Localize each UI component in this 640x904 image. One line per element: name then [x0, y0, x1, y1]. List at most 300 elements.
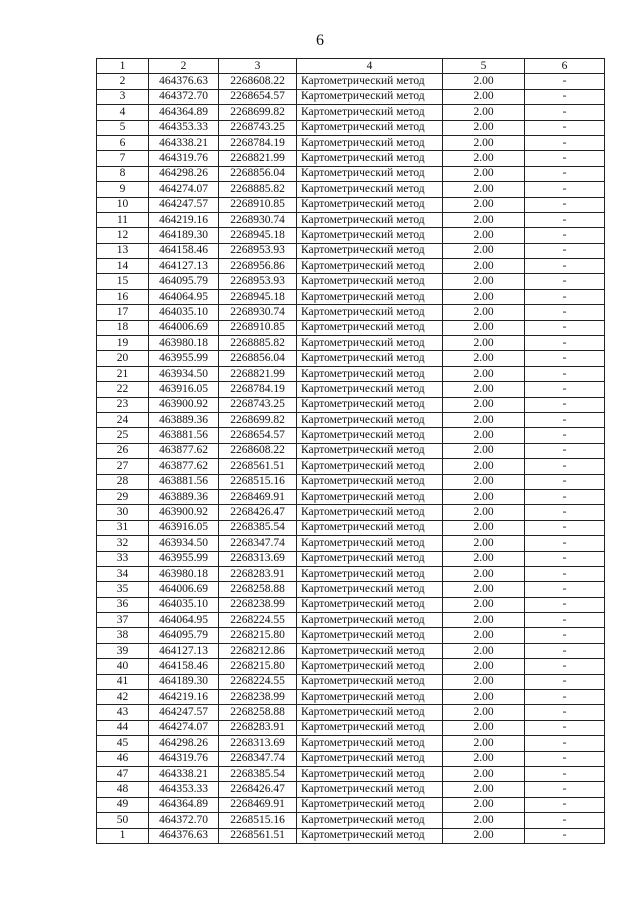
cell-accuracy: 2.00 [443, 720, 525, 735]
cell-point-number: 10 [97, 197, 149, 212]
cell-x-coordinate: 464127.13 [149, 643, 219, 658]
cell-description: - [525, 89, 605, 104]
cell-point-number: 46 [97, 751, 149, 766]
cell-y-coordinate: 2268654.57 [219, 89, 297, 104]
cell-description: - [525, 690, 605, 705]
cell-x-coordinate: 464189.30 [149, 674, 219, 689]
cell-x-coordinate: 464095.79 [149, 628, 219, 643]
cell-point-number: 48 [97, 782, 149, 797]
cell-x-coordinate: 463980.18 [149, 336, 219, 351]
cell-method: Картометрический метод [297, 351, 443, 366]
cell-accuracy: 2.00 [443, 813, 525, 828]
cell-y-coordinate: 2268821.99 [219, 151, 297, 166]
cell-point-number: 11 [97, 212, 149, 227]
table-row [97, 551, 605, 566]
table-row [97, 489, 605, 504]
cell-y-coordinate: 2268258.88 [219, 582, 297, 597]
table-row [97, 659, 605, 674]
cell-method: Картометрический метод [297, 628, 443, 643]
table-row [97, 720, 605, 735]
cell-y-coordinate: 2268953.93 [219, 243, 297, 258]
cell-method: Картометрический метод [297, 212, 443, 227]
cell-description: - [525, 105, 605, 120]
cell-point-number: 42 [97, 690, 149, 705]
cell-point-number: 13 [97, 243, 149, 258]
cell-x-coordinate: 463877.62 [149, 443, 219, 458]
cell-point-number: 44 [97, 720, 149, 735]
table-row [97, 382, 605, 397]
cell-x-coordinate: 464035.10 [149, 597, 219, 612]
cell-y-coordinate: 2268743.25 [219, 120, 297, 135]
cell-description: - [525, 705, 605, 720]
cell-accuracy: 2.00 [443, 566, 525, 581]
cell-accuracy: 2.00 [443, 751, 525, 766]
cell-method: Картометрический метод [297, 336, 443, 351]
table-row [97, 428, 605, 443]
cell-description: - [525, 797, 605, 812]
cell-method: Картометрический метод [297, 274, 443, 289]
cell-accuracy: 2.00 [443, 582, 525, 597]
cell-point-number: 9 [97, 182, 149, 197]
cell-accuracy: 2.00 [443, 520, 525, 535]
cell-method: Картометрический метод [297, 366, 443, 381]
cell-accuracy: 2.00 [443, 782, 525, 797]
cell-x-coordinate: 464035.10 [149, 305, 219, 320]
table-row [97, 690, 605, 705]
cell-accuracy: 2.00 [443, 336, 525, 351]
cell-accuracy: 2.00 [443, 182, 525, 197]
table-row [97, 766, 605, 781]
cell-x-coordinate: 464298.26 [149, 736, 219, 751]
cell-y-coordinate: 2268930.74 [219, 212, 297, 227]
cell-y-coordinate: 2268212.86 [219, 643, 297, 658]
table-row [97, 643, 605, 658]
cell-method: Картометрический метод [297, 412, 443, 427]
cell-description: - [525, 443, 605, 458]
table-row [97, 243, 605, 258]
cell-description: - [525, 336, 605, 351]
cell-x-coordinate: 464353.33 [149, 782, 219, 797]
cell-y-coordinate: 2268215.80 [219, 628, 297, 643]
cell-y-coordinate: 2268258.88 [219, 705, 297, 720]
cell-description: - [525, 197, 605, 212]
cell-x-coordinate: 464095.79 [149, 274, 219, 289]
table-row [97, 274, 605, 289]
cell-description: - [525, 459, 605, 474]
cell-accuracy: 2.00 [443, 628, 525, 643]
cell-description: - [525, 274, 605, 289]
cell-y-coordinate: 2268313.69 [219, 551, 297, 566]
cell-description: - [525, 828, 605, 843]
cell-x-coordinate: 463916.05 [149, 520, 219, 535]
cell-x-coordinate: 464338.21 [149, 135, 219, 150]
cell-y-coordinate: 2268515.16 [219, 474, 297, 489]
cell-accuracy: 2.00 [443, 690, 525, 705]
table-row [97, 828, 605, 843]
cell-point-number: 33 [97, 551, 149, 566]
cell-y-coordinate: 2268515.16 [219, 813, 297, 828]
cell-x-coordinate: 464319.76 [149, 751, 219, 766]
cell-y-coordinate: 2268945.18 [219, 228, 297, 243]
cell-point-number: 37 [97, 613, 149, 628]
table-row [97, 536, 605, 551]
cell-accuracy: 2.00 [443, 89, 525, 104]
cell-y-coordinate: 2268885.82 [219, 182, 297, 197]
cell-y-coordinate: 2268956.86 [219, 259, 297, 274]
cell-accuracy: 2.00 [443, 474, 525, 489]
cell-description: - [525, 135, 605, 150]
table-row [97, 320, 605, 335]
cell-y-coordinate: 2268426.47 [219, 505, 297, 520]
cell-accuracy: 2.00 [443, 366, 525, 381]
cell-point-number: 17 [97, 305, 149, 320]
cell-description: - [525, 505, 605, 520]
cell-y-coordinate: 2268885.82 [219, 336, 297, 351]
cell-accuracy: 2.00 [443, 489, 525, 504]
cell-accuracy: 2.00 [443, 74, 525, 89]
cell-description: - [525, 228, 605, 243]
cell-method: Картометрический метод [297, 182, 443, 197]
cell-accuracy: 2.00 [443, 412, 525, 427]
table-row [97, 74, 605, 89]
cell-point-number: 16 [97, 289, 149, 304]
cell-point-number: 2 [97, 74, 149, 89]
cell-accuracy: 2.00 [443, 551, 525, 566]
cell-x-coordinate: 464372.70 [149, 813, 219, 828]
table-row [97, 705, 605, 720]
cell-y-coordinate: 2268426.47 [219, 782, 297, 797]
cell-description: - [525, 520, 605, 535]
cell-method: Картометрический метод [297, 828, 443, 843]
cell-y-coordinate: 2268856.04 [219, 166, 297, 181]
cell-method: Картометрический метод [297, 151, 443, 166]
cell-x-coordinate: 463889.36 [149, 489, 219, 504]
table-row [97, 305, 605, 320]
cell-point-number: 19 [97, 336, 149, 351]
cell-x-coordinate: 464319.76 [149, 151, 219, 166]
cell-method: Картометрический метод [297, 582, 443, 597]
cell-method: Картометрический метод [297, 382, 443, 397]
cell-y-coordinate: 2268608.22 [219, 443, 297, 458]
cell-y-coordinate: 2268699.82 [219, 412, 297, 427]
cell-method: Картометрический метод [297, 74, 443, 89]
cell-y-coordinate: 2268743.25 [219, 397, 297, 412]
column-header-point-number: 1 [97, 59, 149, 74]
table-row [97, 566, 605, 581]
table-header-row [97, 59, 605, 74]
cell-x-coordinate: 464364.89 [149, 105, 219, 120]
cell-description: - [525, 182, 605, 197]
page-number: 6 [316, 32, 324, 49]
cell-accuracy: 2.00 [443, 166, 525, 181]
cell-x-coordinate: 463881.56 [149, 428, 219, 443]
table-row [97, 459, 605, 474]
cell-method: Картометрический метод [297, 520, 443, 535]
cell-method: Картометрический метод [297, 736, 443, 751]
cell-accuracy: 2.00 [443, 382, 525, 397]
table-row [97, 782, 605, 797]
cell-method: Картометрический метод [297, 766, 443, 781]
cell-x-coordinate: 464064.95 [149, 613, 219, 628]
table-row [97, 212, 605, 227]
cell-method: Картометрический метод [297, 105, 443, 120]
cell-accuracy: 2.00 [443, 613, 525, 628]
cell-y-coordinate: 2268238.99 [219, 690, 297, 705]
cell-y-coordinate: 2268784.19 [219, 382, 297, 397]
cell-accuracy: 2.00 [443, 105, 525, 120]
cell-accuracy: 2.00 [443, 351, 525, 366]
cell-x-coordinate: 463980.18 [149, 566, 219, 581]
table-row [97, 520, 605, 535]
table-row [97, 582, 605, 597]
cell-point-number: 25 [97, 428, 149, 443]
cell-accuracy: 2.00 [443, 320, 525, 335]
cell-accuracy: 2.00 [443, 197, 525, 212]
coordinates-table [96, 58, 605, 844]
cell-method: Картометрический метод [297, 428, 443, 443]
cell-method: Картометрический метод [297, 459, 443, 474]
cell-method: Картометрический метод [297, 659, 443, 674]
cell-description: - [525, 151, 605, 166]
cell-point-number: 21 [97, 366, 149, 381]
cell-x-coordinate: 463877.62 [149, 459, 219, 474]
cell-description: - [525, 597, 605, 612]
cell-x-coordinate: 463934.50 [149, 366, 219, 381]
cell-accuracy: 2.00 [443, 536, 525, 551]
cell-description: - [525, 766, 605, 781]
cell-description: - [525, 120, 605, 135]
table-row [97, 797, 605, 812]
table-row [97, 151, 605, 166]
table-body [97, 59, 605, 844]
cell-method: Картометрический метод [297, 720, 443, 735]
cell-description: - [525, 582, 605, 597]
cell-description: - [525, 674, 605, 689]
cell-y-coordinate: 2268608.22 [219, 74, 297, 89]
cell-y-coordinate: 2268347.74 [219, 536, 297, 551]
cell-point-number: 12 [97, 228, 149, 243]
cell-method: Картометрический метод [297, 397, 443, 412]
table-row [97, 613, 605, 628]
table-row [97, 674, 605, 689]
column-header-accuracy: 5 [443, 59, 525, 74]
cell-method: Картометрический метод [297, 705, 443, 720]
cell-method: Картометрический метод [297, 613, 443, 628]
cell-description: - [525, 613, 605, 628]
cell-point-number: 31 [97, 520, 149, 535]
table-row [97, 366, 605, 381]
cell-point-number: 28 [97, 474, 149, 489]
cell-accuracy: 2.00 [443, 736, 525, 751]
cell-description: - [525, 643, 605, 658]
cell-description: - [525, 320, 605, 335]
cell-point-number: 8 [97, 166, 149, 181]
cell-x-coordinate: 463916.05 [149, 382, 219, 397]
cell-description: - [525, 782, 605, 797]
cell-method: Картометрический метод [297, 243, 443, 258]
cell-description: - [525, 412, 605, 427]
cell-y-coordinate: 2268910.85 [219, 320, 297, 335]
cell-description: - [525, 736, 605, 751]
cell-method: Картометрический метод [297, 228, 443, 243]
cell-y-coordinate: 2268910.85 [219, 197, 297, 212]
cell-point-number: 4 [97, 105, 149, 120]
cell-accuracy: 2.00 [443, 643, 525, 658]
cell-accuracy: 2.00 [443, 305, 525, 320]
cell-method: Картометрический метод [297, 166, 443, 181]
cell-accuracy: 2.00 [443, 243, 525, 258]
cell-accuracy: 2.00 [443, 659, 525, 674]
cell-method: Картометрический метод [297, 813, 443, 828]
cell-y-coordinate: 2268561.51 [219, 459, 297, 474]
cell-x-coordinate: 464064.95 [149, 289, 219, 304]
table-row [97, 736, 605, 751]
cell-accuracy: 2.00 [443, 397, 525, 412]
cell-y-coordinate: 2268784.19 [219, 135, 297, 150]
cell-x-coordinate: 464127.13 [149, 259, 219, 274]
table-row [97, 289, 605, 304]
cell-accuracy: 2.00 [443, 597, 525, 612]
cell-point-number: 22 [97, 382, 149, 397]
cell-y-coordinate: 2268953.93 [219, 274, 297, 289]
cell-point-number: 20 [97, 351, 149, 366]
cell-y-coordinate: 2268561.51 [219, 828, 297, 843]
cell-accuracy: 2.00 [443, 135, 525, 150]
table-row [97, 182, 605, 197]
cell-x-coordinate: 464274.07 [149, 182, 219, 197]
cell-accuracy: 2.00 [443, 428, 525, 443]
cell-point-number: 6 [97, 135, 149, 150]
cell-point-number: 41 [97, 674, 149, 689]
table-row [97, 228, 605, 243]
cell-point-number: 32 [97, 536, 149, 551]
cell-point-number: 27 [97, 459, 149, 474]
cell-method: Картометрический метод [297, 489, 443, 504]
cell-x-coordinate: 463955.99 [149, 551, 219, 566]
cell-x-coordinate: 464298.26 [149, 166, 219, 181]
cell-accuracy: 2.00 [443, 828, 525, 843]
cell-description: - [525, 74, 605, 89]
cell-point-number: 43 [97, 705, 149, 720]
cell-point-number: 36 [97, 597, 149, 612]
cell-point-number: 39 [97, 643, 149, 658]
cell-method: Картометрический метод [297, 89, 443, 104]
cell-description: - [525, 751, 605, 766]
table-row [97, 351, 605, 366]
cell-accuracy: 2.00 [443, 443, 525, 458]
cell-x-coordinate: 464189.30 [149, 228, 219, 243]
cell-point-number: 45 [97, 736, 149, 751]
table-row [97, 597, 605, 612]
cell-description: - [525, 536, 605, 551]
cell-y-coordinate: 2268385.54 [219, 766, 297, 781]
cell-x-coordinate: 464372.70 [149, 89, 219, 104]
cell-method: Картометрический метод [297, 782, 443, 797]
cell-point-number: 47 [97, 766, 149, 781]
cell-point-number: 40 [97, 659, 149, 674]
cell-description: - [525, 259, 605, 274]
table-row [97, 443, 605, 458]
cell-description: - [525, 397, 605, 412]
cell-method: Картометрический метод [297, 751, 443, 766]
cell-x-coordinate: 464158.46 [149, 243, 219, 258]
cell-accuracy: 2.00 [443, 274, 525, 289]
cell-method: Картометрический метод [297, 120, 443, 135]
cell-accuracy: 2.00 [443, 120, 525, 135]
cell-accuracy: 2.00 [443, 259, 525, 274]
cell-method: Картометрический метод [297, 197, 443, 212]
cell-y-coordinate: 2268238.99 [219, 597, 297, 612]
table-row [97, 751, 605, 766]
cell-y-coordinate: 2268283.91 [219, 720, 297, 735]
table-row [97, 120, 605, 135]
cell-description: - [525, 305, 605, 320]
cell-y-coordinate: 2268856.04 [219, 351, 297, 366]
cell-accuracy: 2.00 [443, 151, 525, 166]
cell-description: - [525, 382, 605, 397]
cell-accuracy: 2.00 [443, 505, 525, 520]
table-row [97, 397, 605, 412]
cell-point-number: 35 [97, 582, 149, 597]
cell-y-coordinate: 2268469.91 [219, 489, 297, 504]
cell-point-number: 15 [97, 274, 149, 289]
table-row [97, 135, 605, 150]
cell-accuracy: 2.00 [443, 766, 525, 781]
cell-description: - [525, 628, 605, 643]
cell-x-coordinate: 463934.50 [149, 536, 219, 551]
table-row [97, 474, 605, 489]
cell-accuracy: 2.00 [443, 228, 525, 243]
table-row [97, 89, 605, 104]
cell-method: Картометрический метод [297, 289, 443, 304]
cell-accuracy: 2.00 [443, 289, 525, 304]
cell-method: Картометрический метод [297, 597, 443, 612]
table-row [97, 412, 605, 427]
cell-y-coordinate: 2268469.91 [219, 797, 297, 812]
table-row [97, 336, 605, 351]
cell-accuracy: 2.00 [443, 674, 525, 689]
cell-description: - [525, 551, 605, 566]
cell-method: Картометрический метод [297, 690, 443, 705]
cell-point-number: 38 [97, 628, 149, 643]
cell-method: Картометрический метод [297, 135, 443, 150]
cell-point-number: 23 [97, 397, 149, 412]
cell-method: Картометрический метод [297, 259, 443, 274]
cell-point-number: 29 [97, 489, 149, 504]
cell-x-coordinate: 463900.92 [149, 505, 219, 520]
table-row [97, 505, 605, 520]
cell-description: - [525, 212, 605, 227]
cell-x-coordinate: 464219.16 [149, 690, 219, 705]
cell-y-coordinate: 2268313.69 [219, 736, 297, 751]
column-header-method: 4 [297, 59, 443, 74]
cell-description: - [525, 474, 605, 489]
cell-y-coordinate: 2268654.57 [219, 428, 297, 443]
cell-x-coordinate: 463955.99 [149, 351, 219, 366]
cell-y-coordinate: 2268224.55 [219, 674, 297, 689]
cell-y-coordinate: 2268385.54 [219, 520, 297, 535]
cell-method: Картометрический метод [297, 536, 443, 551]
cell-x-coordinate: 464364.89 [149, 797, 219, 812]
cell-y-coordinate: 2268930.74 [219, 305, 297, 320]
cell-method: Картометрический метод [297, 443, 443, 458]
cell-x-coordinate: 463881.56 [149, 474, 219, 489]
cell-method: Картометрический метод [297, 305, 443, 320]
cell-method: Картометрический метод [297, 505, 443, 520]
cell-method: Картометрический метод [297, 474, 443, 489]
cell-y-coordinate: 2268224.55 [219, 613, 297, 628]
cell-x-coordinate: 464158.46 [149, 659, 219, 674]
